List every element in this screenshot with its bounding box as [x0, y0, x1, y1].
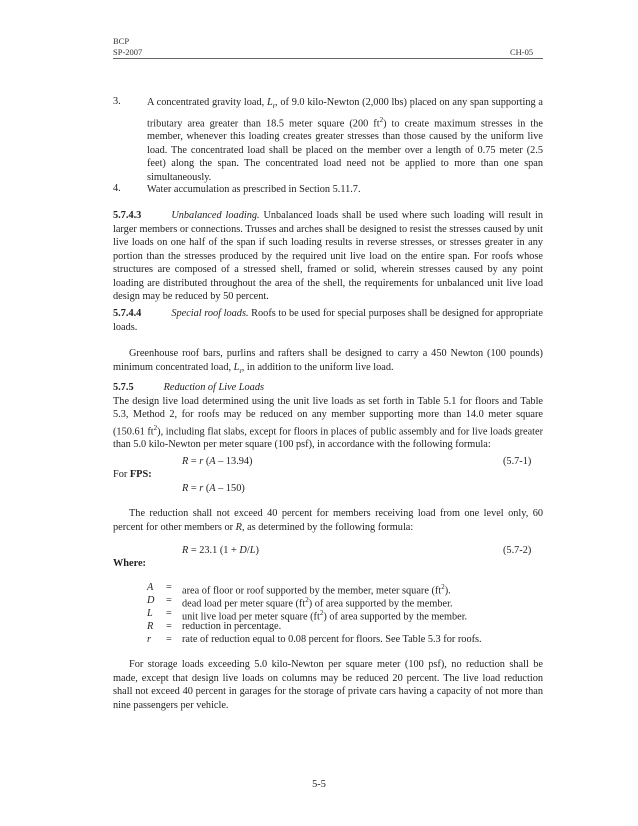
section-5-7-5: 5.7.5 Reduction of Live Loads The design live load determined using the unit live loads as set forth in Table 5.1 for floors and Table 5.3, Method 2, for roofs may be reduced on any member supporting more than 14.0 meter square (150.61 $ft^2$), including flat slabs, except for floors in places of public assembly and for live loads greater than 5.0 kilo-Newton per meter square (100 psf), in accordance with the following formula:	[113, 382, 543, 451]
header-chapter: CH-05	[510, 47, 534, 57]
reduction-paragraph: The reduction shall not exceed 40 percent for members receiving load from one level only, 60 percent for other members or R, as determined by the following formula:	[113, 508, 543, 533]
page-number: 5-5	[312, 779, 326, 790]
item-4-text: Water accumulation as prescribed in Section 5.11.7.	[147, 184, 361, 195]
equation-5-7-1: R = r (A – 13.94)	[182, 456, 253, 467]
where-label: Where:	[113, 558, 146, 569]
definition-symbol: A	[147, 582, 154, 593]
equation-5-7-2-number: (5.7-2)	[503, 545, 532, 556]
equation-5-7-1-number: (5.7-1)	[503, 456, 532, 467]
definition-symbol: L	[147, 608, 153, 619]
header-doc-id: SP-2007	[113, 47, 143, 57]
item-4-number: 4.	[113, 183, 121, 194]
item-3-text: A concentrated gravity load, $L_r$, of 9.0 kilo-Newton (2,000 lbs) placed on any span supporting a tributary area greater than 18.5 meter square (200 $ft^2$) to create maximum stresses in the member, whenever this loading creates greater stresses than those caused by the uniform live load. The concentrated load shall be placed on the member over a length of 0.75 meter (2.5 feet) along the span. The concentrated load need not be applied to more than one span simultaneously.	[147, 97, 543, 183]
greenhouse-paragraph: Greenhouse roof bars, purlins and rafters shall be designed to carry a 450 Newton (100 pounds) minimum concentrated load, $L_r$, in addition to the uniform live load.	[113, 348, 543, 375]
section-5-7-4-4: 5.7.4.4 Special roof loads. Roofs to be used for special purposes shall be designed for appropriate loads.	[113, 308, 543, 333]
equation-5-7-2: R = 23.1 (1 + D/L)	[182, 545, 259, 556]
header-rule	[113, 58, 543, 59]
section-5-7-4-3: 5.7.4.3 Unbalanced loading. Unbalanced loads shall be used where such loading will result in larger members or connections. Trusses and arches shall be designed to resist the stresses caused by unit live loads on one half of the span if such loading results in reverse stresses, or stresses greater in any portion than the stresses produced by the required unit live load on the entire span. For roofs whose structures are composed of a stressed shell, framed or solid, wherein stresses caused by any point loading are distributed throughout the area of the shell, the requirements for unbalanced unit live load design may be reduced by 50 percent.	[113, 210, 543, 302]
storage-paragraph: For storage loads exceeding 5.0 kilo-Newton per square meter (100 psf), no reduction shall be made, except that design live loads on columns may be reduced 20 percent. The live load reduction shall not exceed 40 percent in garages for the storage of private cars having a capacity of not more than nine passengers per vehicle.	[113, 659, 543, 711]
definition-symbol: r	[147, 634, 152, 645]
definition-symbol: D	[147, 595, 155, 606]
definition-symbol: R	[147, 621, 154, 632]
item-3-number: 3.	[113, 96, 121, 107]
header-org: BCP	[113, 36, 130, 46]
fps-label: For FPS:	[113, 469, 152, 480]
equation-5-7-1-fps: R = r (A – 150)	[182, 483, 245, 494]
